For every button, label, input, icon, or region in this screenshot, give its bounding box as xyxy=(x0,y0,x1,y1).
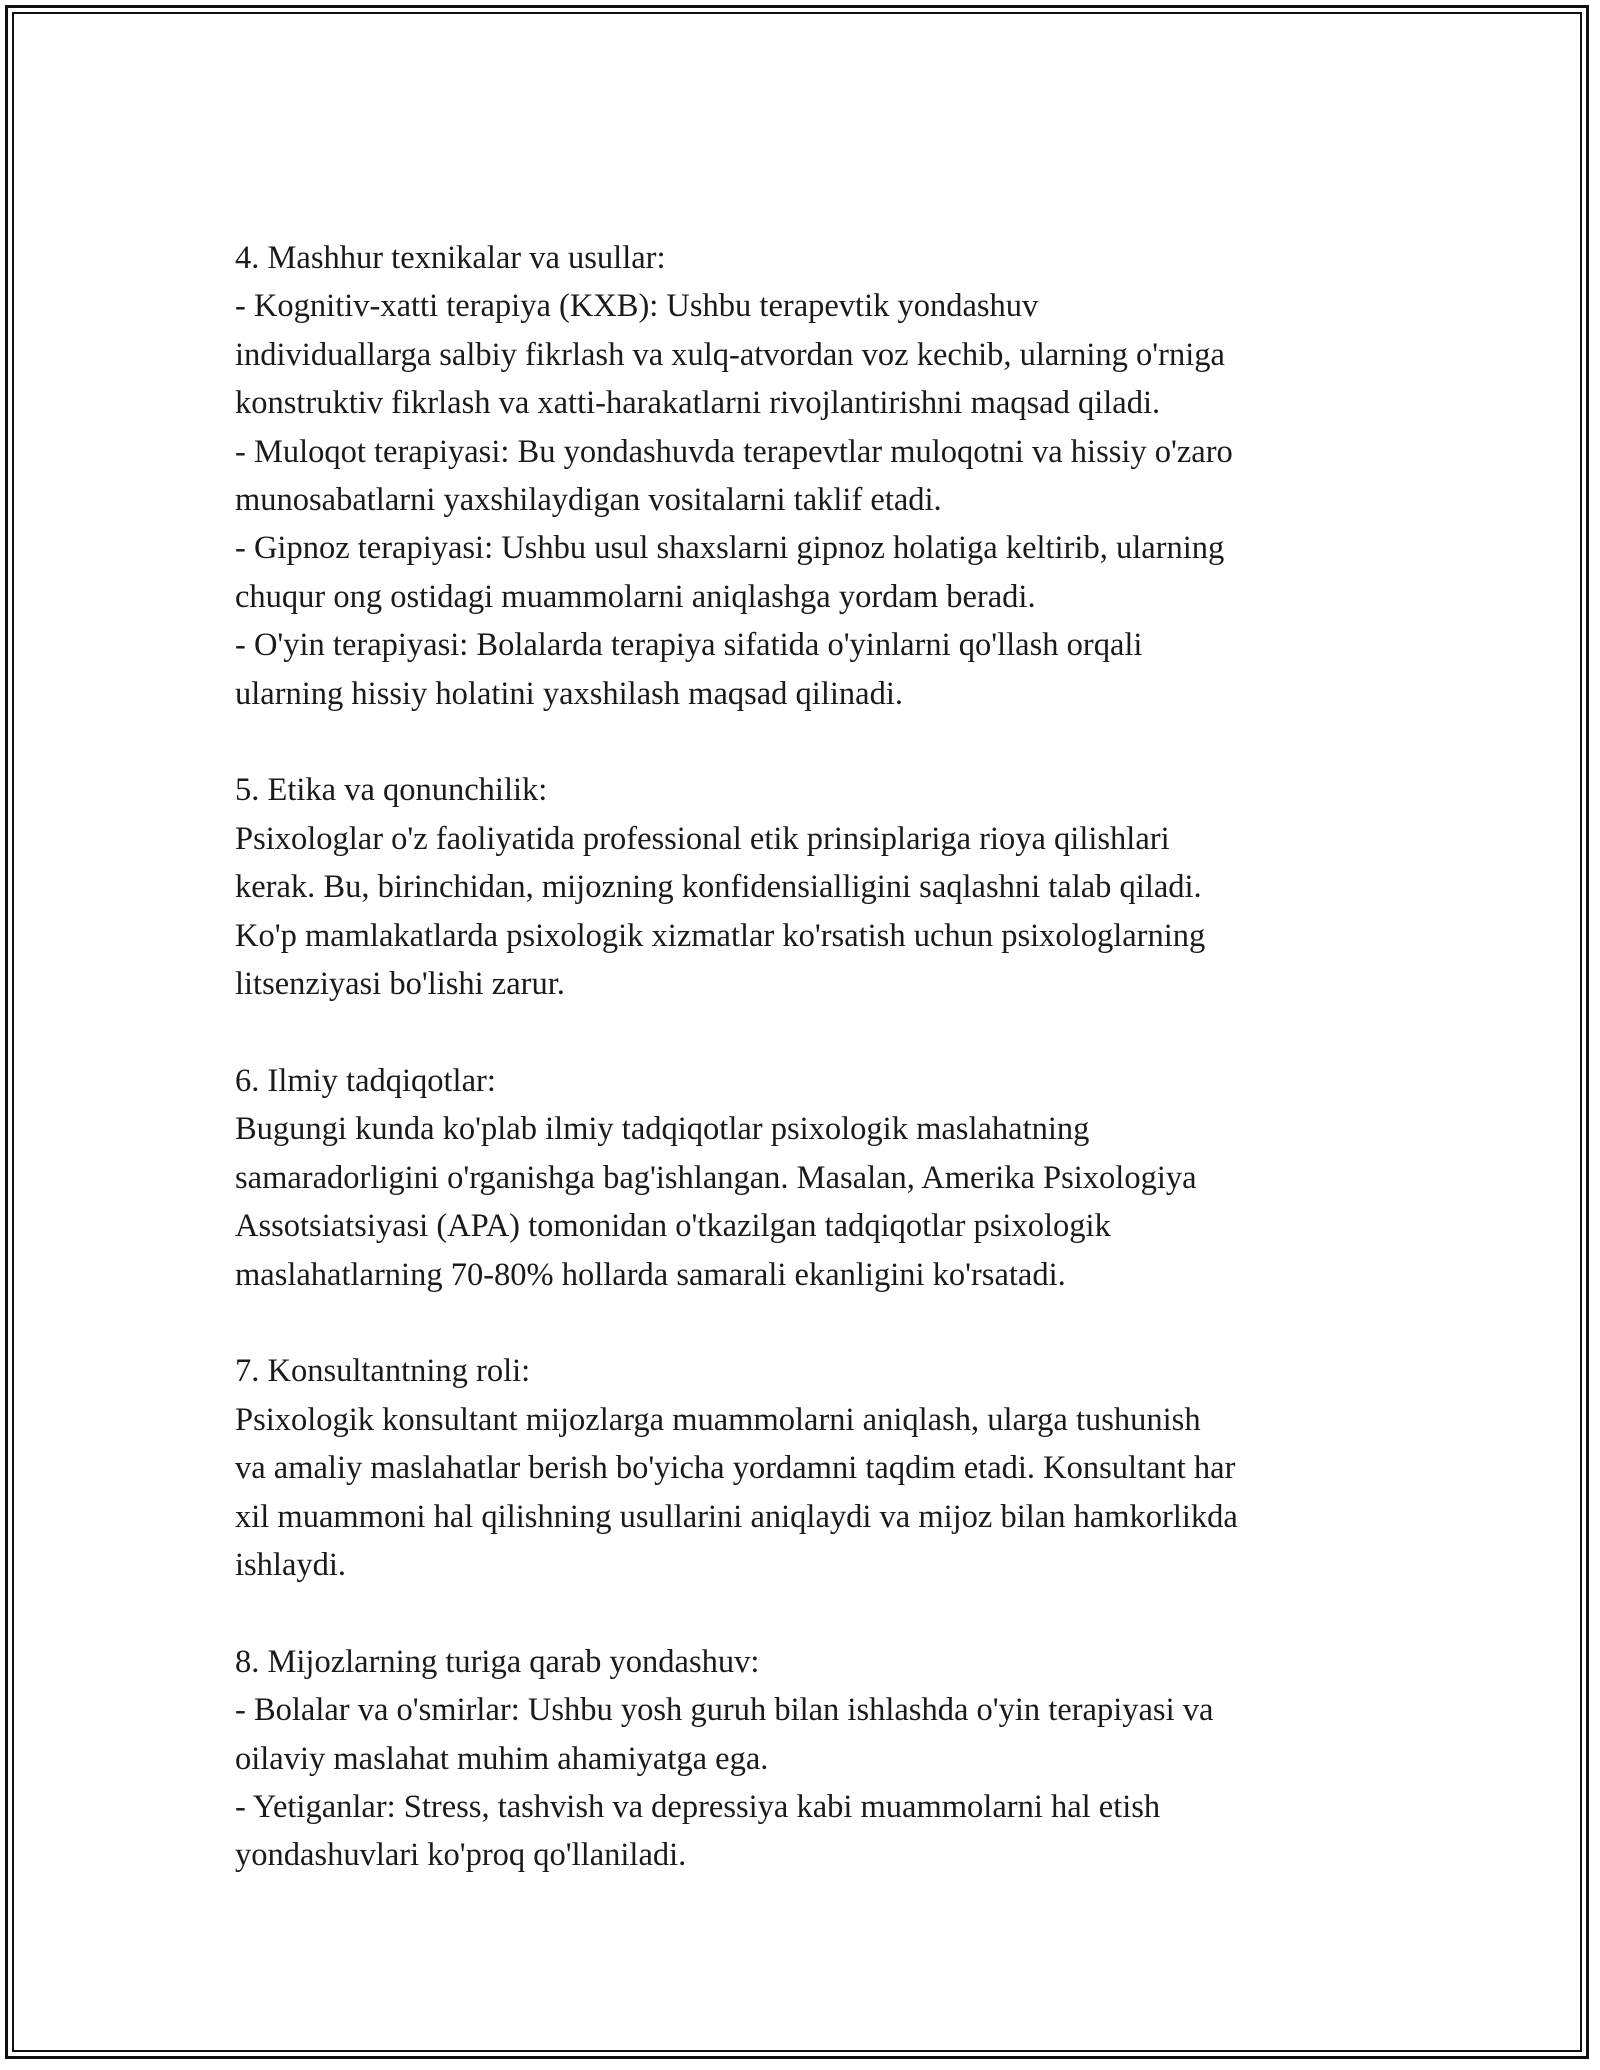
text-line: samaradorligini o'rganishga bag'ishlangan. Masalan, Amerika Psixologiya xyxy=(235,1159,1197,1196)
text-line: va amaliy maslahatlar berish bo'yicha yordamni taqdim etadi. Konsultant har xyxy=(235,1450,1236,1487)
text-line: - Yetiganlar: Stress, tashvish va depressiya kabi muammolarni hal etish xyxy=(235,1788,1161,1825)
text-line: - Gipnoz terapiyasi: Ushbu usul shaxslarni gipnoz holatiga keltirib, ularning xyxy=(235,530,1225,567)
text-line: Bugungi kunda ko'plab ilmiy tadqiqotlar psixologik maslahatning xyxy=(235,1111,1090,1148)
section-heading: 8. Mijozlarning turiga qarab yondashuv: xyxy=(235,1643,760,1680)
text-line: Assotsiatsiyasi (APA) tomonidan o'tkazilgan tadqiqotlar psixologik xyxy=(235,1208,1111,1245)
text-line: - O'yin terapiyasi: Bolalarda terapiya sifatida o'yinlarni qo'llash orqali xyxy=(235,627,1143,664)
section-heading: 7. Konsultantning roli: xyxy=(235,1353,531,1390)
section-heading: 5. Etika va qonunchilik: xyxy=(235,772,548,809)
text-line: individuallarga salbiy fikrlash va xulq-atvordan voz kechib, ularning o'rniga xyxy=(235,336,1225,373)
text-line: xil muammoni hal qilishning usullarini aniqlaydi va mijoz bilan hamkorlikda xyxy=(235,1498,1238,1535)
section-6 xyxy=(235,1057,1415,1299)
text-line: Psixologlar o'z faoliyatida professional etik prinsiplariga rioya qilishlari xyxy=(235,820,1170,857)
text-line: Ko'p mamlakatlarda psixologik xizmatlar ko'rsatish uchun psixologlarning xyxy=(235,917,1206,954)
text-line: kerak. Bu, birinchidan, mijozning konfidensialligini saqlashni talab qiladi. xyxy=(235,869,1202,906)
section-4 xyxy=(235,234,1415,718)
section-5 xyxy=(235,766,1415,1008)
text-line: munosabatlarni yaxshilaydigan vositalarni taklif etadi. xyxy=(235,482,942,519)
text-line: konstruktiv fikrlash va xatti-harakatlarni rivojlantirishni maqsad qiladi. xyxy=(235,385,1161,422)
text-line: - Bolalar va o'smirlar: Ushbu yosh guruh bilan ishlashda o'yin terapiyasi va xyxy=(235,1692,1214,1729)
document-body xyxy=(235,234,1415,1880)
text-line: Psixologik konsultant mijozlarga muammolarni aniqlash, ularga tushunish xyxy=(235,1401,1201,1438)
section-heading: 4. Mashhur texnikalar va usullar: xyxy=(235,240,666,276)
text-line: maslahatlarning 70-80% hollarda samarali ekanligini ko'rsatadi. xyxy=(235,1256,1066,1293)
section-7 xyxy=(235,1347,1415,1589)
text-line: ularning hissiy holatini yaxshilash maqsad qilinadi. xyxy=(235,675,903,712)
text-line: ishlaydi. xyxy=(235,1546,347,1583)
text-line: - Kognitiv-xatti terapiya (KXB): Ushbu terapevtik yondashuv xyxy=(235,288,1039,325)
text-line: litsenziyasi bo'lishi zarur. xyxy=(235,966,565,1003)
text-line: chuqur ong ostidagi muammolarni aniqlashga yordam beradi. xyxy=(235,578,1036,615)
text-line: - Muloqot terapiyasi: Bu yondashuvda terapevtlar muloqotni va hissiy o'zaro xyxy=(235,433,1233,470)
text-line: yondashuvlari ko'proq qo'llaniladi. xyxy=(235,1837,687,1874)
section-heading: 6. Ilmiy tadqiqotlar: xyxy=(235,1062,496,1099)
section-8 xyxy=(235,1638,1415,1880)
text-line: oilaviy maslahat muhim ahamiyatga ega. xyxy=(235,1740,769,1777)
